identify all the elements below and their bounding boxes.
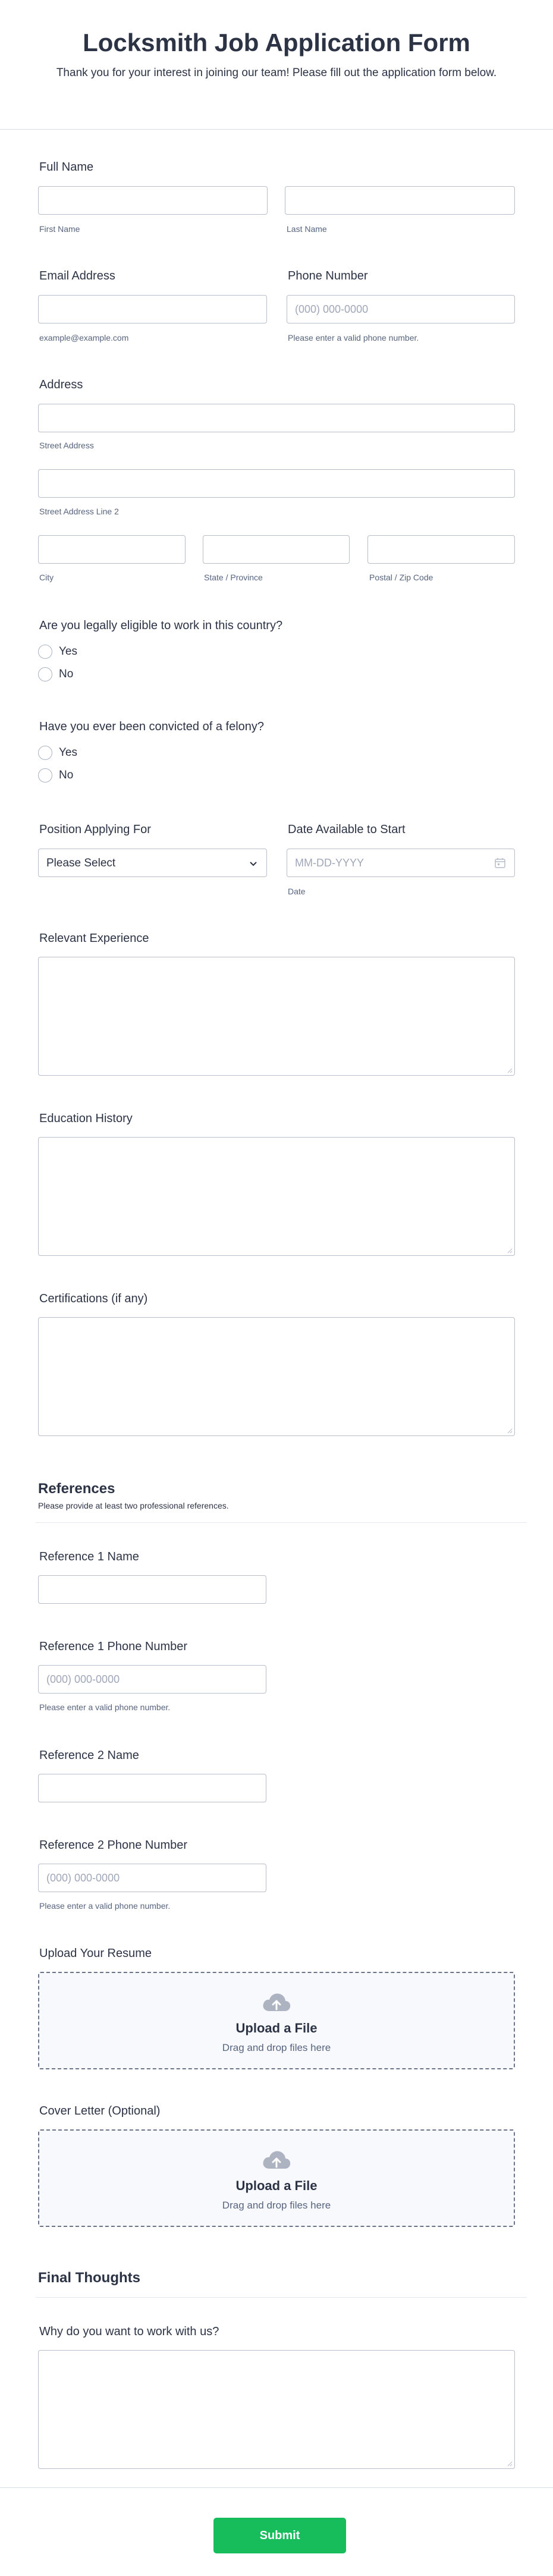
- resize-handle-icon[interactable]: [507, 2461, 513, 2467]
- certifications-label: Certifications (if any): [39, 1292, 148, 1305]
- start-date-placeholder: MM-DD-YYYY: [295, 857, 364, 869]
- felony-yes-radio[interactable]: [38, 746, 52, 760]
- felony-label: Have you ever been convicted of a felony?: [39, 720, 265, 733]
- resize-handle-icon[interactable]: [507, 1067, 513, 1073]
- page-title: Locksmith Job Application Form: [83, 29, 470, 56]
- first-name-input[interactable]: [38, 186, 268, 215]
- email-input[interactable]: [38, 295, 267, 323]
- ref2-phone-label: Reference 2 Phone Number: [39, 1839, 188, 1852]
- references-divider: [36, 1522, 527, 1523]
- resume-upload-title: Upload a File: [235, 2021, 318, 2035]
- eligible-no-radio[interactable]: [38, 667, 52, 681]
- experience-textarea[interactable]: [38, 957, 515, 1076]
- cloud-upload-icon: [261, 1991, 292, 2015]
- ref2-name-input[interactable]: [38, 1774, 266, 1802]
- ref1-name-label: Reference 1 Name: [39, 1550, 139, 1563]
- address-label: Address: [39, 378, 83, 391]
- why-work-textarea[interactable]: [38, 2350, 515, 2469]
- street-address-2-input[interactable]: [38, 469, 515, 498]
- felony-no-label: No: [59, 769, 74, 781]
- city-sublabel: City: [39, 573, 54, 582]
- street-address-input[interactable]: [38, 404, 515, 432]
- why-work-label: Why do you want to work with us?: [39, 2325, 219, 2338]
- footer-divider: [0, 2487, 553, 2488]
- phone-sublabel: Please enter a valid phone number.: [288, 333, 419, 343]
- cover-letter-label: Cover Letter (Optional): [39, 2104, 161, 2118]
- ref2-phone-sublabel: Please enter a valid phone number.: [39, 1901, 171, 1911]
- ref2-phone-placeholder: (000) 000-0000: [46, 1872, 120, 1884]
- state-input[interactable]: [203, 535, 350, 564]
- ref1-phone-label: Reference 1 Phone Number: [39, 1640, 188, 1653]
- position-label: Position Applying For: [39, 823, 151, 836]
- ref1-phone-input[interactable]: [38, 1665, 266, 1694]
- experience-label: Relevant Experience: [39, 932, 149, 945]
- cover-letter-upload-title: Upload a File: [235, 2178, 318, 2193]
- references-heading: References: [38, 1481, 115, 1497]
- street-address-sublabel: Street Address: [39, 441, 94, 450]
- cover-letter-upload-dropzone[interactable]: [38, 2129, 515, 2227]
- position-selected-value: Please Select: [46, 857, 116, 869]
- first-name-sublabel: First Name: [39, 224, 80, 234]
- street-address-2-sublabel: Street Address Line 2: [39, 507, 119, 516]
- zip-input[interactable]: [367, 535, 515, 564]
- page-subtitle: Thank you for your interest in joining our team! Please fill out the application form below.: [56, 67, 497, 79]
- references-description: Please provide at least two professional references.: [38, 1501, 229, 1510]
- eligible-yes-radio[interactable]: [38, 645, 52, 659]
- start-date-sublabel: Date: [288, 887, 306, 896]
- education-textarea[interactable]: [38, 1137, 515, 1256]
- email-sublabel: example@example.com: [39, 333, 129, 343]
- resume-upload-subtitle: Drag and drop files here: [222, 2042, 331, 2053]
- state-sublabel: State / Province: [204, 573, 263, 582]
- cover-letter-upload-subtitle: Drag and drop files here: [222, 2200, 331, 2211]
- phone-label: Phone Number: [288, 269, 368, 282]
- phone-placeholder: (000) 000-0000: [295, 303, 369, 315]
- chevron-down-icon: [249, 859, 258, 868]
- submit-button[interactable]: Submit: [213, 2518, 346, 2553]
- phone-input[interactable]: [287, 295, 515, 323]
- position-select[interactable]: [38, 849, 267, 877]
- eligible-no-label: No: [59, 668, 74, 680]
- felony-yes-label: Yes: [59, 746, 77, 759]
- education-label: Education History: [39, 1112, 133, 1125]
- ref1-phone-sublabel: Please enter a valid phone number.: [39, 1702, 171, 1712]
- zip-sublabel: Postal / Zip Code: [369, 573, 433, 582]
- ref2-phone-input[interactable]: [38, 1864, 266, 1892]
- final-thoughts-divider: [36, 2297, 527, 2298]
- resume-upload-dropzone[interactable]: [38, 1972, 515, 2069]
- last-name-sublabel: Last Name: [287, 224, 327, 234]
- calendar-icon[interactable]: [494, 857, 506, 869]
- header-divider: [0, 129, 553, 130]
- full-name-label: Full Name: [39, 161, 94, 174]
- final-thoughts-heading: Final Thoughts: [38, 2270, 140, 2286]
- ref1-name-input[interactable]: [38, 1575, 266, 1604]
- city-input[interactable]: [38, 535, 186, 564]
- certifications-textarea[interactable]: [38, 1317, 515, 1436]
- resize-handle-icon[interactable]: [507, 1428, 513, 1434]
- eligible-label: Are you legally eligible to work in this country?: [39, 619, 283, 632]
- eligible-yes-label: Yes: [59, 645, 77, 658]
- resize-handle-icon[interactable]: [507, 1248, 513, 1254]
- cloud-upload-icon: [261, 2148, 292, 2172]
- ref1-phone-placeholder: (000) 000-0000: [46, 1673, 120, 1685]
- ref2-name-label: Reference 2 Name: [39, 1749, 139, 1762]
- last-name-input[interactable]: [285, 186, 515, 215]
- email-label: Email Address: [39, 269, 115, 282]
- start-date-label: Date Available to Start: [288, 823, 406, 836]
- felony-no-radio[interactable]: [38, 768, 52, 783]
- start-date-input[interactable]: [287, 849, 515, 877]
- resume-label: Upload Your Resume: [39, 1947, 152, 1960]
